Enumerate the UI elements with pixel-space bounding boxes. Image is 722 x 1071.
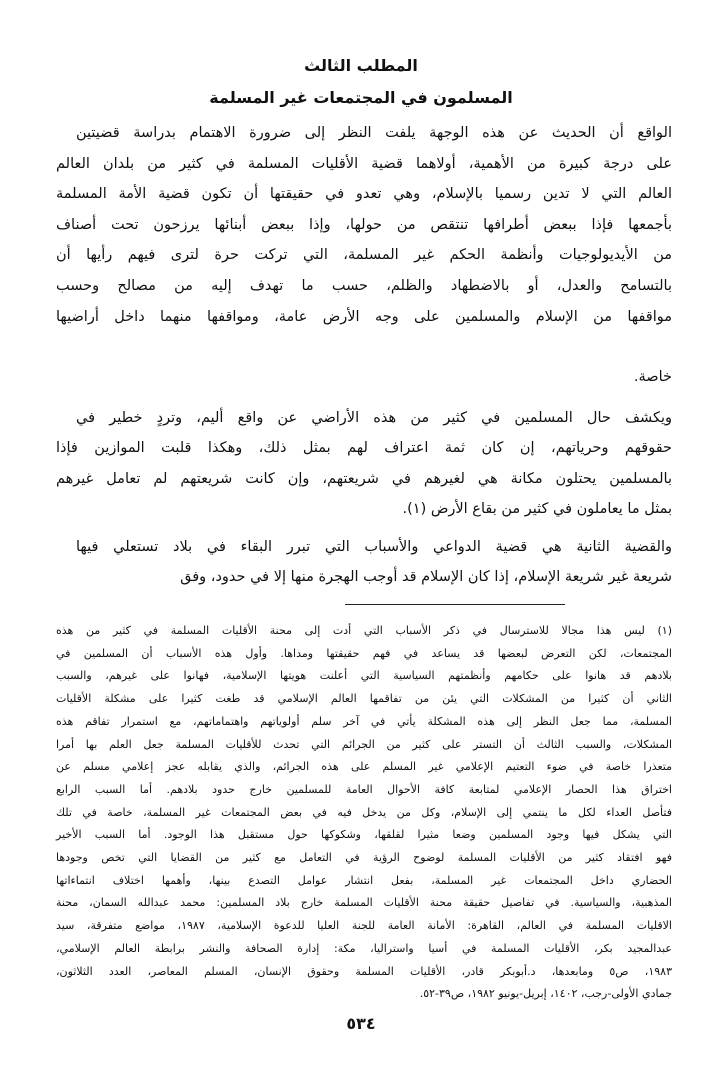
footnote-line: فتأصل العداء لكل ما ينتمي إلى الإسلام، وكل من يدخل فيه في بعض المجتمعات غير المسلمة، خاصة في تلك xyxy=(56,805,672,819)
footnote-line: الثاني أن كثيرا من المشكلات التي يئن من تفاقمها العالم الإسلامي قد طغت كثيرا على مشكلة الأقليات xyxy=(56,692,672,706)
section-subtitle: المسلمون في المجتمعات غير المسلمة xyxy=(209,88,513,107)
body-line: مواقفها من الإسلام والمسلمين على وجه الأرض عامة، ومواقفها منهما داخل أراضيها xyxy=(56,309,672,325)
footnote-line: (١) ليس هذا مجالا للاسترسال في ذكر الأسباب التي أدت إلى محنة الأقليات المسلمة في كثير من هذه xyxy=(56,624,672,637)
body-line: على درجة كبيرة من الأهمية، أولاهما قضية الأقليات المسلمة في كثير من بلدان العالم xyxy=(56,156,672,172)
body-line: والقضية الثانية هي قضية الدواعي والأسباب التي تبرر البقاء في بلاد تستعلي فيها xyxy=(76,539,672,555)
footnote-line: فهو افتقاد كثير من الأقليات المسلمة لوضوح الرؤية في التعامل مع كثير من القضايا التي تخص وجودها xyxy=(56,851,672,864)
footnote-line: المذهبية، والسياسية. في تفاصيل حقيقة محنة الأقليات المسلمة خارج بلاد المسلمين: محمد عبدالله السمان، محنة xyxy=(56,896,672,910)
footnote-line: المشكلات، والسبب الثالث أن التستر على كثير من الجرائم التي تحدث للأقليات المسلمة جعل العلم بها أمرا xyxy=(56,737,672,751)
footnote-line: جمادي الأولى-رجب، ١٤٠٢، إبريل-يونيو ١٩٨٢، ص٣٩-٥٢. xyxy=(419,987,672,1001)
body-line: بالتسامح والعدل، أو بالاضطهاد والظلم، حسب ما تهدف إليه من مصالح وحسب xyxy=(56,278,672,294)
footnote-line: المجتمعات، لكن التعرض لبعضها قد يساعد في فهم حقيقتها ومداها. وأول هذه الأسباب أن المسلمين في xyxy=(56,646,672,660)
body-line: من الأيديولوجيات وأنظمة الحكم غير المسلمة، التي تركت حرة لترى فيهم رأيها أن xyxy=(56,247,672,263)
footnote-line: التي يشكل فيها وجود المسلمين وضعا مثيرا لقلقها، وشكوكها حول مستقبل هذا الوجود. أما السبب الأخير xyxy=(56,828,672,842)
body-line: حقوقهم وحرياتهم، إن كان ثمة اعتراف لهم بمثل ذلك، وهكذا قلبت الموازين فإذا xyxy=(56,440,672,456)
footnote-line: الحضاري داخل المجتمعات غير المسلمة، بفعل انتشار عوامل التصدع بينها، وأهمها اختلاف انتماءاتها xyxy=(56,873,672,887)
footnote-line: المسلمة، مما جعل النظر إلى هذه المشكلة يأتي في آخر سلم أولوياتهم واهتماماتهم، مع استمرار تفاقم هذه xyxy=(56,714,672,728)
body-line: بمثل ما يعاملون في كثير من بقاع الأرض (١). xyxy=(402,501,672,517)
body-line: بأجمعها فإذا ببعض أطرافها تنتقص من حولها، وإذا ببعض أبنائها يرزحون تحت أصناف xyxy=(56,217,672,233)
footnote-line: اختراق هذا الحصار الإعلامي لمتابعة كافة الأحوال العامة للمسلمين خارج حدود بلادهم. أما السبب الرابع xyxy=(56,782,672,796)
body-line: خاصة. xyxy=(633,369,672,385)
body-line: الواقع أن الحديث عن هذه الوجهة يلفت النظر إلى ضرورة الاهتمام بدراسة قضيتين xyxy=(76,125,672,141)
footnote-line: متعذرا خاصة في ضوء التعتيم الإعلامي غير المسلم على هذه الجرائم، والذي يقابله عجز إعلامي مسلم عن xyxy=(56,760,672,774)
footnote-separator xyxy=(345,604,565,605)
footnote-line: الاقليات المسلمة في العالم، القاهرة: الأمانة العامة للجنة العليا للدعوة الإسلامية، ١٩٨٧، مواضع متفرقة، سيد xyxy=(56,919,672,933)
page-number: ٥٣٤ xyxy=(346,1014,376,1033)
footnote-line: عبدالمجيد بكر، الأقليات المسلمة في أسيا واستراليا، مكة: إدارة الصحافة والنشر برابطة العالم الإسلامي، xyxy=(56,941,672,955)
body-line: بالمسلمين يحتلون مكانة هي لغيرهم في شريعتهم، وإن كانت شريعتهم لم تعامل غيرهم xyxy=(56,471,672,487)
body-line: ويكشف حال المسلمين في كثير من هذه الأراضي عن واقع أليم، وتردٍ خطير في xyxy=(76,410,672,426)
footnote-line: بلادهم قد هانوا على حكامهم وأنظمتهم السياسية التي أعلنت هويتها الإسلامية، فهانوا على غيرهم، والسبب xyxy=(56,669,672,683)
footnote-line: ١٩٨٣، ص٥ ومابعدها، د.أبوبكر قادر، الأقليات المسلمة وحقوق الإنسان، المسلم المعاصر، العدد الثلاثون، xyxy=(56,964,672,978)
body-line: شريعة غير شريعة الإسلام، إذا كان الإسلام قد أوجب الهجرة منها إلا في حدود، وفق xyxy=(180,569,672,585)
section-title: المطلب الثالث xyxy=(304,56,418,75)
body-line: العالم التي لا تدين رسميا بالإسلام، وهي تعدو في حقيقتها أن تكون قضية الأمة المسلمة xyxy=(56,186,672,202)
